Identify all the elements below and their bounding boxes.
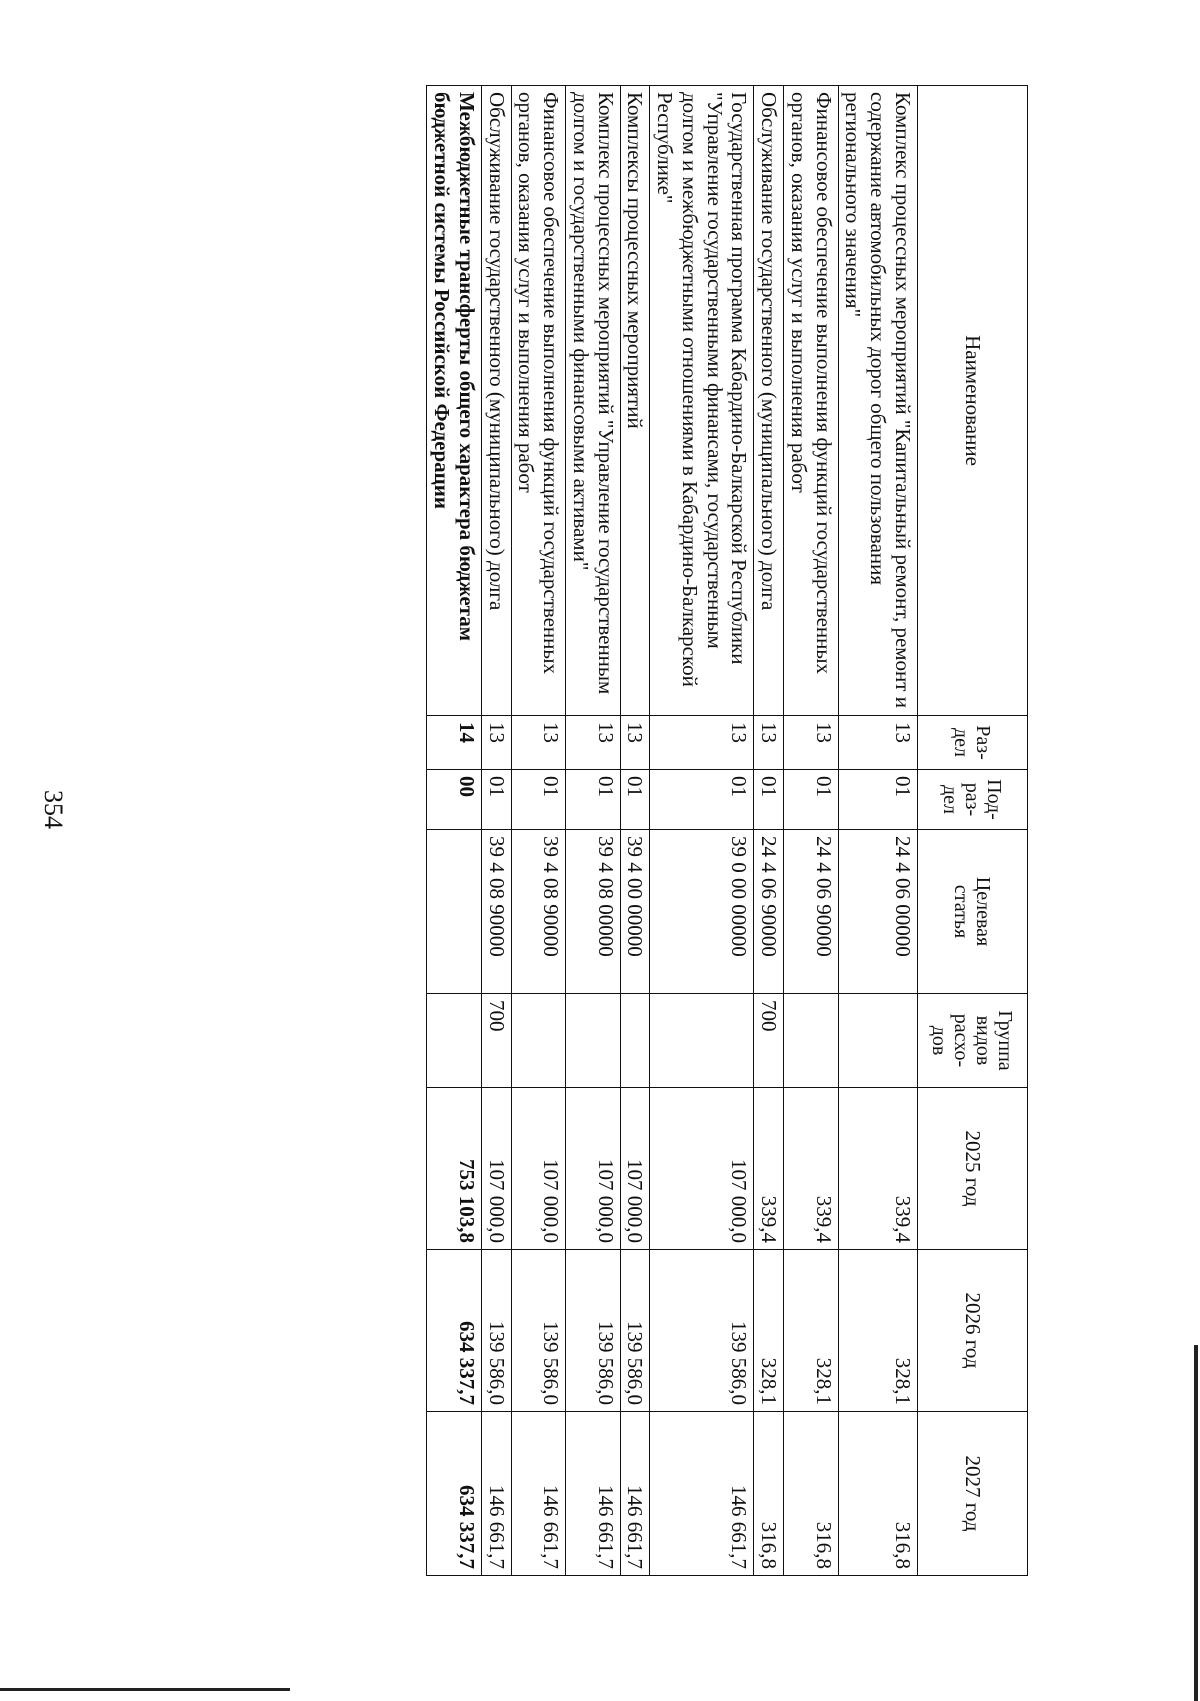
row-target-article: 39 4 08 90000	[511, 830, 566, 994]
row-section: 13	[650, 716, 754, 770]
row-value-2026: 139 586,0	[481, 1250, 511, 1412]
row-section: 13	[754, 716, 784, 770]
budget-table	[426, 85, 1028, 1576]
row-target-article	[427, 830, 482, 994]
row-name: Межбюджетные трансферты общего характера бюджетам бюджетной системы Российской Федерации	[427, 86, 482, 716]
row-target-article: 24 4 06 90000	[784, 830, 839, 994]
row-section: 13	[838, 716, 917, 770]
table-row	[838, 86, 917, 1576]
header-2025: 2025 год	[918, 1088, 1028, 1250]
row-subsection: 01	[754, 770, 784, 830]
table-row	[754, 86, 784, 1576]
header-2026: 2026 год	[918, 1250, 1028, 1412]
row-name: Обслуживание государственного (муниципального) долга	[481, 86, 511, 716]
row-target-article: 24 4 06 90000	[754, 830, 784, 994]
header-row	[918, 86, 1028, 1576]
row-value-2025: 107 000,0	[566, 1088, 621, 1250]
scan-edge-line	[1194, 1345, 1198, 1701]
row-subsection: 01	[838, 770, 917, 830]
row-expense-group	[650, 994, 754, 1088]
table-body	[427, 86, 918, 1576]
row-expense-group	[784, 994, 839, 1088]
header-name: Наименование	[918, 86, 1028, 716]
row-value-2027: 146 661,7	[566, 1412, 621, 1576]
header-expense-group: Группа видов расхо- дов	[918, 994, 1028, 1088]
row-value-2026: 139 586,0	[650, 1250, 754, 1412]
row-name: Финансовое обеспечение выполнения функций государственных органов, оказания услуг и выполнения работ	[511, 86, 566, 716]
header-2027: 2027 год	[918, 1412, 1028, 1576]
row-value-2026: 139 586,0	[620, 1250, 650, 1412]
row-value-2026: 328,1	[838, 1250, 917, 1412]
row-target-article: 24 4 06 00000	[838, 830, 917, 994]
row-value-2025: 107 000,0	[650, 1088, 754, 1250]
table-row	[784, 86, 839, 1576]
row-value-2027: 316,8	[754, 1412, 784, 1576]
row-value-2027: 634 337,7	[427, 1412, 482, 1576]
row-subsection: 01	[650, 770, 754, 830]
table-row	[650, 86, 754, 1576]
row-expense-group	[838, 994, 917, 1088]
scan-edge-line	[0, 1688, 290, 1691]
row-value-2027: 146 661,7	[650, 1412, 754, 1576]
row-name: Государственная программа Кабардино-Балкарской Республики "Управление государственными финансами, государственным долгом и межбюджетными отношениями в Кабардино-Балкарской Республике"	[650, 86, 754, 716]
header-subsection: Под- раз- дел	[918, 770, 1028, 830]
row-value-2025: 107 000,0	[511, 1088, 566, 1250]
page-number: 354	[39, 790, 68, 829]
table-row	[566, 86, 621, 1576]
row-value-2027: 146 661,7	[620, 1412, 650, 1576]
table-row	[511, 86, 566, 1576]
row-value-2026: 139 586,0	[566, 1250, 621, 1412]
row-value-2026: 139 586,0	[511, 1250, 566, 1412]
row-section: 13	[620, 716, 650, 770]
row-expense-group: 700	[754, 994, 784, 1088]
table-row	[620, 86, 650, 1576]
row-subsection: 01	[620, 770, 650, 830]
row-value-2026: 328,1	[754, 1250, 784, 1412]
row-subsection: 01	[566, 770, 621, 830]
row-name: Обслуживание государственного (муниципального) долга	[754, 86, 784, 716]
row-subsection: 01	[784, 770, 839, 830]
row-subsection: 00	[427, 770, 482, 830]
row-expense-group	[427, 994, 482, 1088]
row-value-2026: 328,1	[784, 1250, 839, 1412]
row-value-2027: 146 661,7	[481, 1412, 511, 1576]
row-expense-group: 700	[481, 994, 511, 1088]
row-section: 13	[511, 716, 566, 770]
row-expense-group	[620, 994, 650, 1088]
row-section: 13	[784, 716, 839, 770]
row-target-article: 39 4 08 90000	[481, 830, 511, 994]
row-subsection: 01	[511, 770, 566, 830]
row-value-2025: 107 000,0	[620, 1088, 650, 1250]
row-value-2027: 146 661,7	[511, 1412, 566, 1576]
row-name: Комплекс процессных мероприятий "Управление государственным долгом и государственными финансовыми активами"	[566, 86, 621, 716]
row-target-article: 39 4 08 00000	[566, 830, 621, 994]
table-row	[481, 86, 511, 1576]
row-target-article: 39 0 00 00000	[650, 830, 754, 994]
row-section: 13	[566, 716, 621, 770]
table-row	[427, 86, 482, 1576]
row-value-2026: 634 337,7	[427, 1250, 482, 1412]
row-section: 13	[481, 716, 511, 770]
row-value-2025: 339,4	[838, 1088, 917, 1250]
row-expense-group	[566, 994, 621, 1088]
header-target-article: Целевая статья	[918, 830, 1028, 994]
row-section: 14	[427, 716, 482, 770]
row-name: Финансовое обеспечение выполнения функций государственных органов, оказания услуг и выполнения работ	[784, 86, 839, 716]
row-value-2027: 316,8	[784, 1412, 839, 1576]
row-value-2025: 753 103,8	[427, 1088, 482, 1250]
row-target-article: 39 4 00 00000	[620, 830, 650, 994]
row-value-2025: 107 000,0	[481, 1088, 511, 1250]
header-section: Раз- дел	[918, 716, 1028, 770]
row-value-2027: 316,8	[838, 1412, 917, 1576]
row-value-2025: 339,4	[784, 1088, 839, 1250]
row-subsection: 01	[481, 770, 511, 830]
row-name: Комплекс процессных мероприятий "Капитальный ремонт, ремонт и содержание автомобильных дорог общего пользования регионального значения"	[838, 86, 917, 716]
row-expense-group	[511, 994, 566, 1088]
row-name: Комплексы процессных мероприятий	[620, 86, 650, 716]
row-value-2025: 339,4	[754, 1088, 784, 1250]
